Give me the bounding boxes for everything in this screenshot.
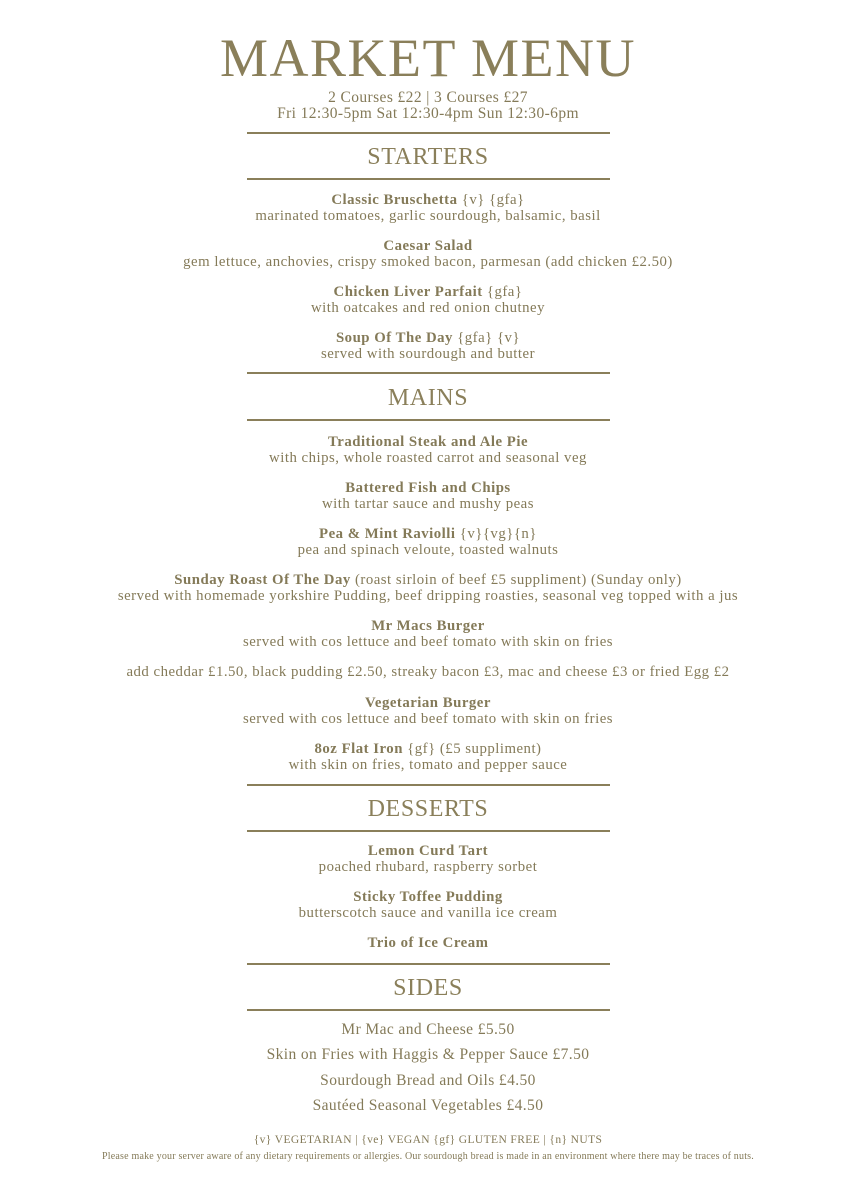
section-title-sides: SIDES <box>393 975 463 1001</box>
menu-item-name <box>0 843 856 859</box>
dish-tags: {gfa} {v} <box>452 330 521 346</box>
dish-name: Caesar Salad <box>383 238 473 254</box>
dietary-key: {v} VEGETARIAN | {ve} VEGAN {gf} GLUTEN FREE | {n} NUTS <box>253 1134 603 1146</box>
opening-hours: Fri 12:30-5pm Sat 12:30-4pm Sun 12:30-6pm <box>277 105 579 122</box>
menu-item-name <box>0 434 856 450</box>
menu-item-name <box>0 618 856 634</box>
menu-item-desc: served with sourdough and butter <box>320 346 536 362</box>
menu-item-desc: with skin on fries, tomato and pepper sauce <box>288 757 568 773</box>
divider <box>247 178 610 180</box>
menu-item-desc: pea and spinach veloute, toasted walnuts <box>297 542 559 558</box>
dish-name: Sticky Toffee Pudding <box>353 889 503 905</box>
dish-tags: (roast sirloin of beef £5 suppliment) (Sunday only) <box>350 572 682 588</box>
menu-item-desc: poached rhubard, raspberry sorbet <box>318 859 538 875</box>
menu-item-desc: butterscotch sauce and vanilla ice cream <box>298 905 558 921</box>
dish-tags: {v} {gfa} <box>457 192 525 208</box>
menu-item-desc: gem lettuce, anchovies, crispy smoked bacon, parmesan (add chicken £2.50) <box>183 254 673 270</box>
allergy-note: Please make your server aware of any dietary requirements or allergies. Our sourdough bread is made in an environment where there may be traces of nuts. <box>102 1151 754 1162</box>
side-item: Skin on Fries with Haggis & Pepper Sauce £7.50 <box>266 1046 590 1063</box>
menu-item-desc: served with cos lettuce and beef tomato with skin on fries <box>242 634 614 650</box>
course-prices: 2 Courses £22 | 3 Courses £27 <box>328 89 528 106</box>
menu-item-name <box>0 695 856 711</box>
section-title-starters: STARTERS <box>367 144 489 170</box>
menu-item-desc: with tartar sauce and mushy peas <box>322 496 534 512</box>
dish-name: Pea & Mint Raviolli <box>319 526 456 542</box>
dish-name: Traditional Steak and Ale Pie <box>327 434 529 450</box>
dish-name: Soup Of The Day <box>335 330 453 346</box>
menu-item-name <box>0 284 856 300</box>
side-item: Mr Mac and Cheese £5.50 <box>341 1021 515 1038</box>
dish-tags: {v}{vg}{n} <box>455 526 537 542</box>
menu-item-name <box>0 935 856 951</box>
divider <box>247 784 610 786</box>
divider <box>247 830 610 832</box>
menu-item-desc: served with homemade yorkshire Pudding, beef dripping roasties, seasonal veg topped with a jus <box>117 588 739 604</box>
burger-addons: add cheddar £1.50, black pudding £2.50, streaky bacon £3, mac and cheese £3 or fried Egg £2 <box>126 664 730 680</box>
dish-name: Vegetarian Burger <box>365 695 491 711</box>
divider <box>247 1009 610 1011</box>
menu-item-name <box>0 480 856 496</box>
menu-item-desc: with chips, whole roasted carrot and seasonal veg <box>269 450 587 466</box>
dish-name: Lemon Curd Tart <box>367 843 489 859</box>
divider <box>247 132 610 134</box>
dish-name: Mr Macs Burger <box>371 618 485 634</box>
menu-item-name <box>0 330 856 346</box>
dish-name: Sunday Roast Of The Day <box>174 572 351 588</box>
menu-item-name <box>0 238 856 254</box>
side-item: Sourdough Bread and Oils £4.50 <box>320 1072 536 1089</box>
menu-item-desc: served with cos lettuce and beef tomato with skin on fries <box>242 711 614 727</box>
menu-item-desc: marinated tomatoes, garlic sourdough, balsamic, basil <box>255 208 601 224</box>
menu-title: MARKET MENU <box>219 28 636 88</box>
dish-name: Battered Fish and Chips <box>345 480 511 496</box>
divider <box>247 419 610 421</box>
menu-item-name <box>0 572 856 588</box>
menu-item-name <box>0 741 856 757</box>
menu-item-name <box>0 889 856 905</box>
menu-item-name <box>0 192 856 208</box>
dish-name: Chicken Liver Parfait <box>333 284 483 300</box>
dish-name: Trio of Ice Cream <box>367 935 489 951</box>
menu-item-desc: with oatcakes and red onion chutney <box>310 300 546 316</box>
divider <box>247 963 610 965</box>
section-title-mains: MAINS <box>387 385 469 411</box>
dish-tags: {gf} (£5 suppliment) <box>402 741 542 757</box>
dish-name: Classic Bruschetta <box>331 192 458 208</box>
side-item: Sautéed Seasonal Vegetables £4.50 <box>312 1097 544 1114</box>
menu-item-name <box>0 526 856 542</box>
divider <box>247 372 610 374</box>
dish-tags: {gfa} <box>482 284 523 300</box>
dish-name: 8oz Flat Iron <box>314 741 403 757</box>
section-title-desserts: DESSERTS <box>367 796 489 822</box>
